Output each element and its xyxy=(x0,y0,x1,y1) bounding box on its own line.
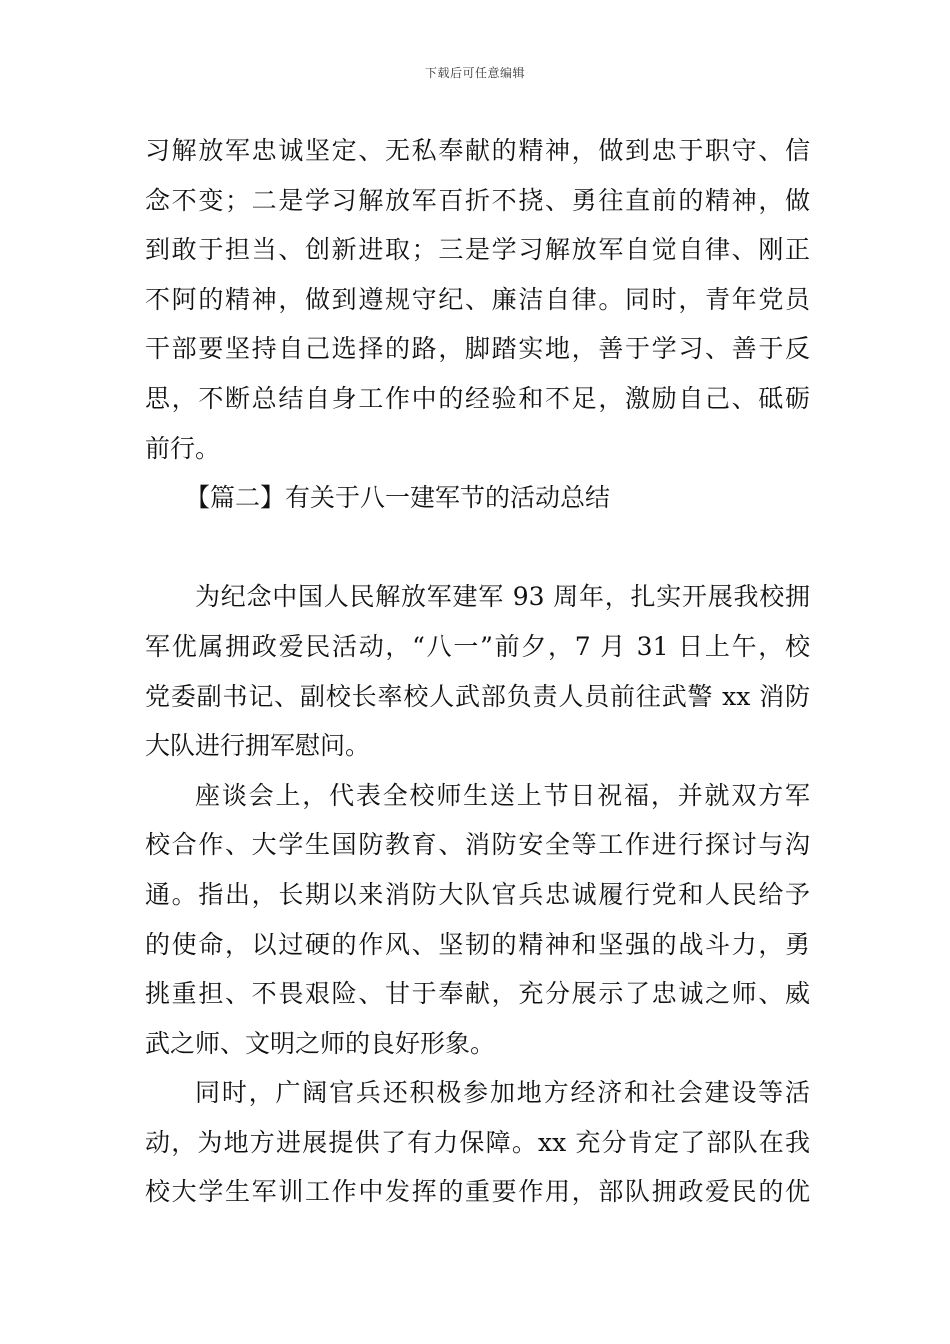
paragraph-3 xyxy=(145,771,810,1069)
text-line: 座谈会上，代表全校师生送上节日祝福，并就双方军 xyxy=(195,780,810,810)
text-line: 同时，广阔官兵还积极参加地方经济和社会建设等活 xyxy=(195,1078,810,1108)
section-title: 【篇二】有关于八一建军节的活动总结 xyxy=(185,483,611,513)
text-line: 动，为地方进展提供了有力保障。xx 充分肯定了部队在我 xyxy=(145,1127,810,1157)
paragraph-2 xyxy=(145,572,810,770)
text-line: 武之师、文明之师的良好形象。 xyxy=(145,1028,496,1058)
text-line: 干部要坚持自己选择的路，脚踏实地，善于学习、善于反 xyxy=(145,334,810,364)
text-line: 为纪念中国人民解放军建军 93 周年，扎实开展我校拥 xyxy=(195,582,810,612)
text-line: 不阿的精神，做到遵规守纪、廉洁自律。同时，青年党员 xyxy=(145,284,810,314)
text-line: 军优属拥政爱民活动，“八一”前夕，7 月 31 日上午，校 xyxy=(145,631,810,661)
page-header: 下载后可任意编辑 xyxy=(424,66,525,80)
text-line: 的使命，以过硬的作风、坚韧的精神和坚强的战斗力，勇 xyxy=(145,929,810,959)
text-line: 大队进行拥军慰问。 xyxy=(145,731,371,761)
blank-line xyxy=(145,523,810,573)
text-line: 思，不断总结自身工作中的经验和不足，激励自己、砥砺 xyxy=(145,383,810,413)
paragraph-1 xyxy=(145,126,810,473)
text-line: 习解放军忠诚坚定、无私奉献的精神，做到忠于职守、信 xyxy=(145,136,810,165)
text-line: 前行。 xyxy=(145,433,221,463)
text-line: 校大学生军训工作中发挥的重要作用，部队拥政爱民的优 xyxy=(145,1177,810,1207)
paragraph-4 xyxy=(145,1068,810,1217)
text-line: 到敢于担当、创新进取；三是学习解放军自觉自律、刚正 xyxy=(145,235,810,265)
text-line: 校合作、大学生国防教育、消防安全等工作进行探讨与沟 xyxy=(145,830,810,860)
text-line: 念不变；二是学习解放军百折不挠、勇往直前的精神，做 xyxy=(145,185,810,215)
text-line: 挑重担、不畏艰险、甘于奉献，充分展示了忠诚之师、威 xyxy=(145,979,810,1009)
text-line: 通。指出，长期以来消防大队官兵忠诚履行党和人民给予 xyxy=(145,879,810,909)
document-body xyxy=(145,126,810,1217)
text-line: 党委副书记、副校长率校人武部负责人员前往武警 xx 消防 xyxy=(145,681,810,711)
